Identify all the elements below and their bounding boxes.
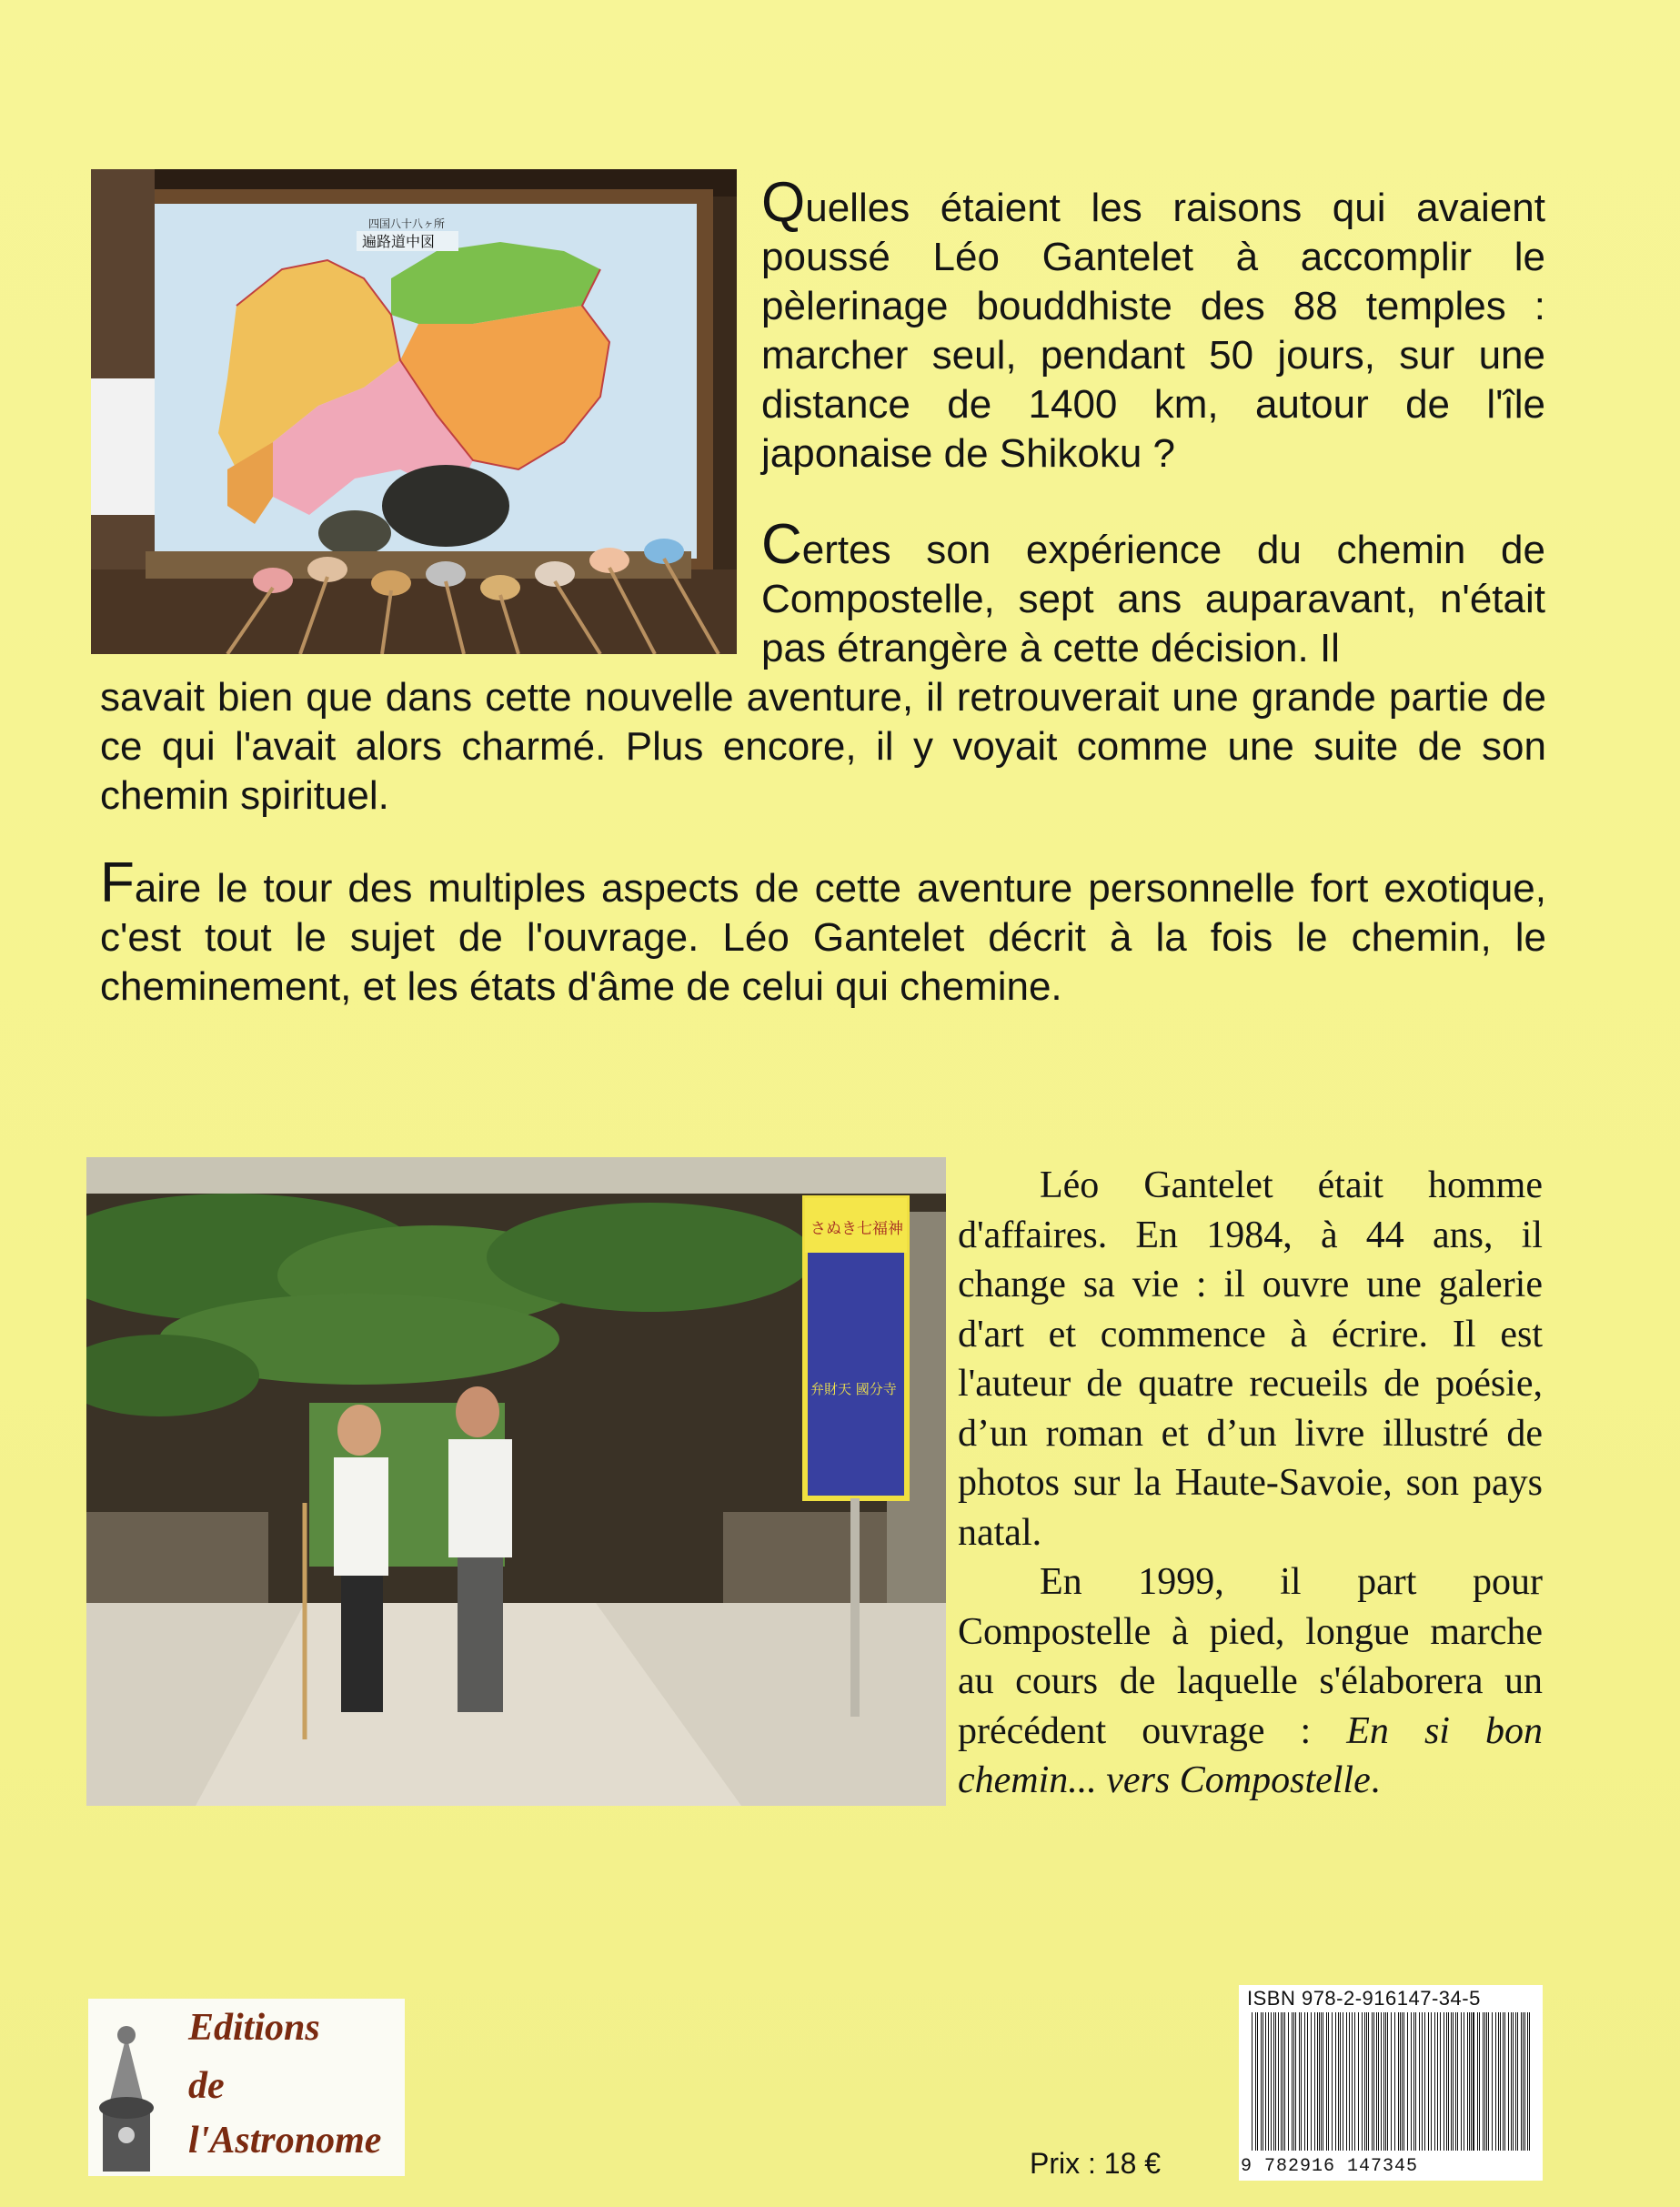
shikoku-map-photo (91, 169, 737, 654)
paragraph-text: ertes son expérience du chemin de Compostelle, sept ans auparavant, n'était pas étrangère à cette décision. Il (761, 528, 1545, 670)
barcode-bar (1340, 2012, 1341, 2151)
barcode-bar (1448, 2012, 1449, 2151)
barcode-bar (1488, 2012, 1489, 2151)
barcode-bar (1437, 2012, 1438, 2151)
barcode-bar (1385, 2012, 1386, 2151)
experience-paragraph-top (761, 513, 1545, 673)
barcode-bar (1261, 2012, 1262, 2151)
barcode-bar (1362, 2012, 1363, 2151)
paragraph-text: uelles étaient les raisons qui avaient poussé Léo Gantelet à accomplir le pèlerinage bouddhiste des 88 temples : marcher seul, pendant 50 jours, sur une distance de 1400 km, autour de l'île japonaise de Shikoku ? (761, 186, 1545, 476)
barcode-bar (1321, 2012, 1322, 2151)
barcode-bar (1453, 2012, 1454, 2151)
publisher-line-3: l'Astronome (188, 2120, 382, 2162)
barcode-bar (1304, 2012, 1305, 2151)
barcode-bars (1246, 2012, 1537, 2158)
barcode-bar (1403, 2012, 1404, 2151)
bio-text-end: . (1370, 1759, 1381, 1801)
barcode-bar (1402, 2012, 1403, 2151)
publisher-logo (88, 1999, 405, 2176)
barcode-bar (1486, 2012, 1487, 2151)
barcode-bar (1314, 2012, 1315, 2151)
barcode-bar (1299, 2012, 1300, 2151)
barcode-bar (1479, 2012, 1480, 2151)
book-title: En si bon chemin... vers Compostelle (958, 1709, 1543, 1801)
barcode-digits: 9 782916 147345 (1241, 2156, 1419, 2177)
barcode-bar (1268, 2012, 1269, 2151)
barcode-bar (1457, 2012, 1458, 2151)
map-sign-small-title: 四国八十八ヶ所 (368, 217, 446, 230)
barcode-bar (1281, 2012, 1282, 2151)
barcode-bar (1278, 2012, 1279, 2151)
publisher-line-2: de (188, 2065, 225, 2107)
barcode-bar (1495, 2012, 1496, 2151)
barcode-bar (1471, 2012, 1472, 2151)
pilgrims-temple-photo (86, 1157, 946, 1806)
barcode-bar (1383, 2012, 1384, 2151)
barcode-bar (1415, 2012, 1416, 2151)
barcode-bar (1407, 2012, 1408, 2151)
barcode-bar (1319, 2012, 1320, 2151)
barcode-bar (1275, 2012, 1276, 2151)
barcode-bar (1311, 2012, 1312, 2151)
barcode-bar (1293, 2012, 1294, 2151)
barcode-bar (1391, 2012, 1392, 2151)
barcode-bar (1326, 2012, 1327, 2151)
barcode-bar (1400, 2012, 1401, 2151)
barcode-bar (1284, 2012, 1285, 2151)
temple-sign-bottom: 弁財天 國分寺 (810, 1381, 897, 1397)
barcode-bar (1273, 2012, 1274, 2151)
barcode-bar (1288, 2012, 1289, 2151)
barcode-bar (1352, 2012, 1353, 2151)
bio-paragraph-1 (958, 1161, 1543, 1557)
barcode-bar (1257, 2012, 1258, 2151)
barcode-bar (1500, 2012, 1501, 2151)
subject-paragraph (100, 852, 1546, 1012)
barcode-bar (1469, 2012, 1470, 2151)
barcode-bar (1358, 2012, 1359, 2151)
drop-cap: Q (761, 171, 806, 234)
barcode-bar (1373, 2012, 1374, 2151)
barcode-bar (1372, 2012, 1373, 2151)
barcode-bar (1508, 2012, 1509, 2151)
barcode-bar (1523, 2012, 1524, 2151)
barcode-bar (1431, 2012, 1432, 2151)
intro-paragraph (761, 171, 1545, 479)
barcode-bar (1504, 2012, 1505, 2151)
barcode-bar (1394, 2012, 1395, 2151)
barcode-bar (1265, 2012, 1266, 2151)
barcode-bar (1517, 2012, 1518, 2151)
barcode-bar (1440, 2012, 1441, 2151)
barcode-bar (1498, 2012, 1499, 2151)
barcode-bar (1255, 2012, 1256, 2151)
barcode-bar (1492, 2012, 1493, 2151)
bio-text: En 1999, il part pour Compostelle à pied, longue marche au cours de laquelle s'élaborera un précédent ouvrage : (958, 1561, 1543, 1752)
barcode-bar (1366, 2012, 1367, 2151)
author-biography (958, 1161, 1543, 1806)
barcode-bar (1428, 2012, 1429, 2151)
barcode-bar (1317, 2012, 1318, 2151)
drop-cap: F (100, 852, 135, 914)
barcode-bar (1455, 2012, 1456, 2151)
barcode-bar (1529, 2012, 1530, 2151)
barcode-bar (1295, 2012, 1296, 2151)
barcode-bar (1503, 2012, 1504, 2151)
barcode-bar (1524, 2012, 1525, 2151)
barcode-bar (1467, 2012, 1468, 2151)
barcode-bar (1346, 2012, 1347, 2151)
barcode-bar (1338, 2012, 1339, 2151)
barcode-bar (1484, 2012, 1485, 2151)
barcode-bar (1451, 2012, 1452, 2151)
barcode-bar (1413, 2012, 1414, 2151)
barcode-bar (1387, 2012, 1388, 2151)
barcode-bar (1434, 2012, 1435, 2151)
price-label: Prix : 18 € (1030, 2147, 1162, 2180)
barcode-bar (1335, 2012, 1336, 2151)
map-sign-title: 遍路道中図 (362, 233, 436, 250)
barcode-bar (1349, 2012, 1350, 2151)
bio-paragraph-2 (958, 1557, 1543, 1806)
paragraph-text: aire le tour des multiples aspects de cette aventure personnelle fort exotique, c'est tout le sujet de l'ouvrage. Léo Gantelet décrit à la fois le chemin, le cheminement, et les états d'âme de celui qui chemine. (100, 866, 1546, 1009)
barcode-bar (1364, 2012, 1365, 2151)
barcode-bar (1513, 2012, 1514, 2151)
barcode-bar (1368, 2012, 1369, 2151)
barcode-bar (1292, 2012, 1293, 2151)
barcode-bar (1473, 2012, 1474, 2151)
isbn-barcode (1239, 1985, 1543, 2181)
barcode-bar (1461, 2012, 1462, 2151)
barcode-bar (1419, 2012, 1420, 2151)
publisher-line-1: Editions (188, 2007, 320, 2049)
barcode-bar (1483, 2012, 1484, 2151)
barcode-bar (1301, 2012, 1302, 2151)
barcode-bar (1271, 2012, 1272, 2151)
barcode-bar (1381, 2012, 1382, 2151)
barcode-bar (1527, 2012, 1528, 2151)
barcode-bar (1376, 2012, 1377, 2151)
barcode-bar (1515, 2012, 1516, 2151)
barcode-bar (1521, 2012, 1522, 2151)
barcode-bar (1477, 2012, 1478, 2151)
barcode-bar (1411, 2012, 1412, 2151)
barcode-bar (1424, 2012, 1425, 2151)
bio-text: Léo Gantelet était homme d'affaires. En 1984, à 44 ans, il change sa vie : il ouvre une galerie d'art et commence à écrire. Il est l'auteur de quatre recueils de poésie, d’un roman et d’un livre illustré de photos sur la Haute-Savoie, son pays natal. (958, 1164, 1543, 1554)
barcode-bar (1378, 2012, 1379, 2151)
barcode-bar (1328, 2012, 1329, 2151)
isbn-text: ISBN 978-2-916147-34-5 (1247, 1987, 1481, 2010)
barcode-bar (1307, 2012, 1308, 2151)
experience-paragraph-bottom (100, 673, 1546, 821)
barcode-bar (1354, 2012, 1355, 2151)
barcode-bar (1511, 2012, 1512, 2151)
drop-cap: C (761, 513, 802, 576)
barcode-bar (1332, 2012, 1333, 2151)
barcode-bar (1422, 2012, 1423, 2151)
temple-sign-top: さぬき七福神 (810, 1220, 903, 1238)
barcode-bar (1398, 2012, 1399, 2151)
barcode-bar (1446, 2012, 1447, 2151)
paragraph-text: savait bien que dans cette nouvelle aventure, il retrouverait une grande partie de ce qui l'avait alors charmé. Plus encore, il y voyait comme une suite de son chemin spirituel. (100, 675, 1546, 818)
